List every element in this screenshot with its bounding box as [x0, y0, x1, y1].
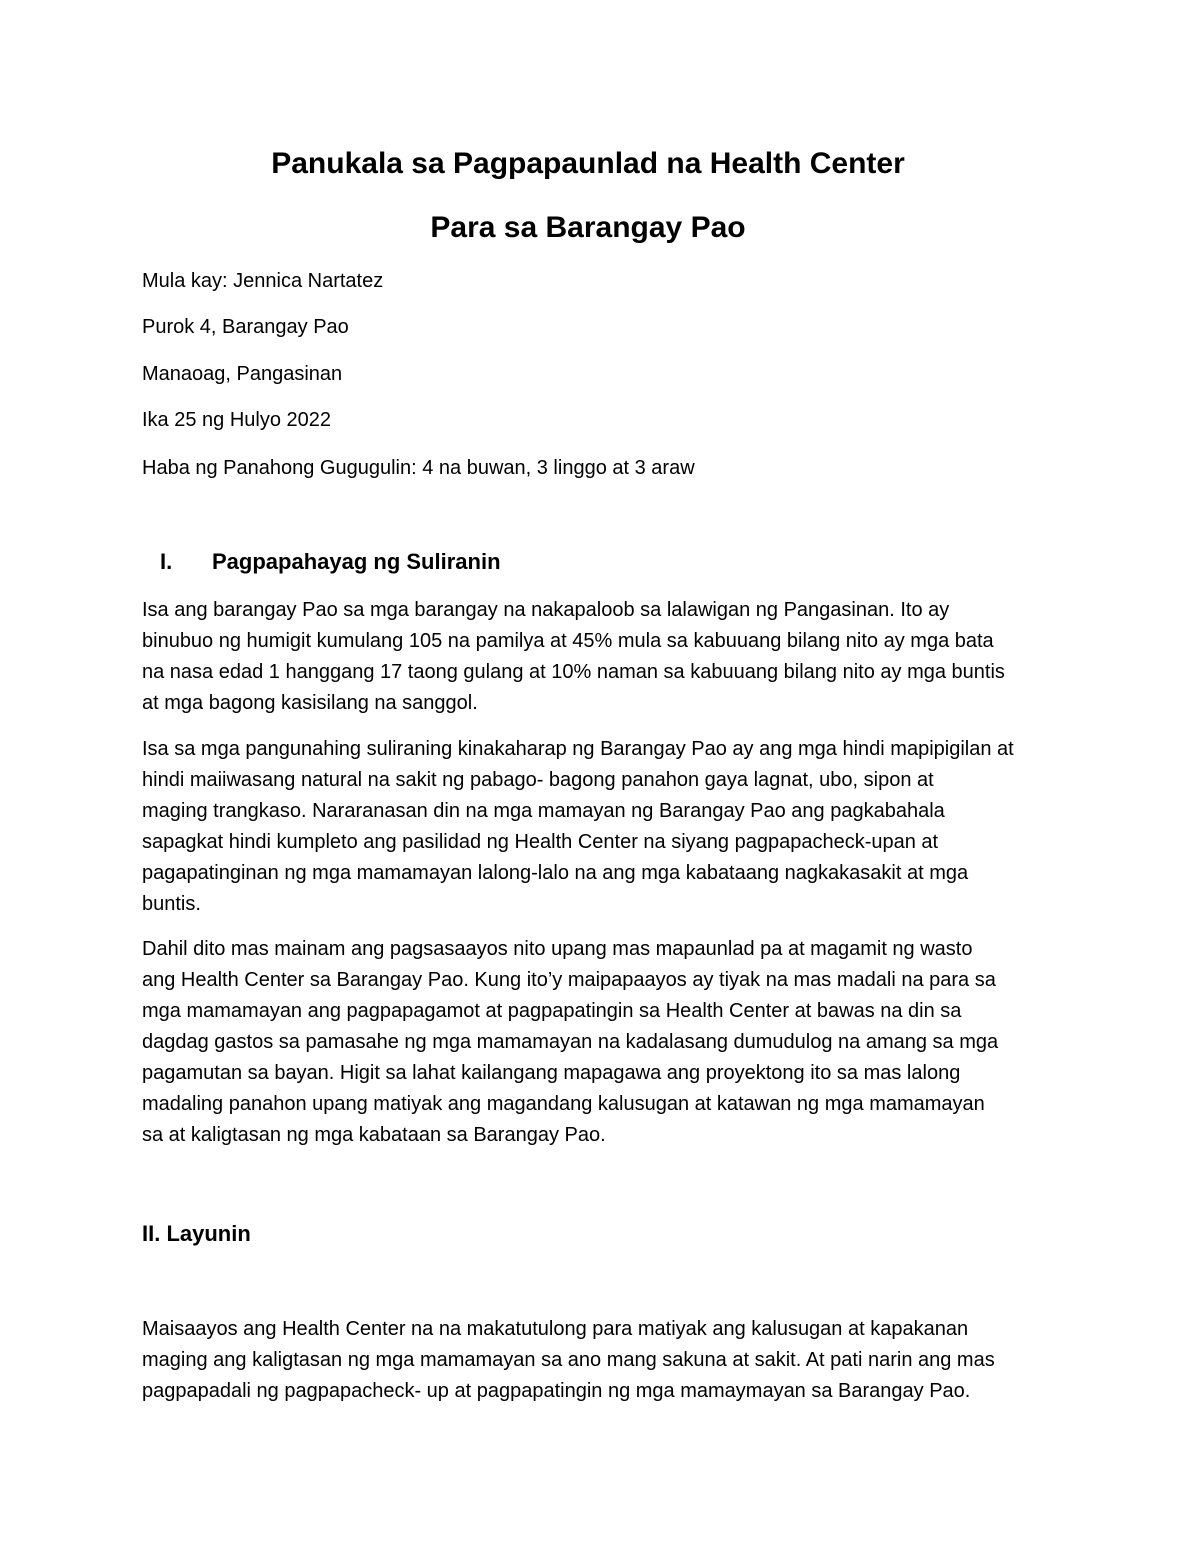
text-line: Isa ang barangay Pao sa mga barangay na nakapaloob sa lalawigan ng Pangasinan. Ito ay: [142, 599, 950, 621]
text-line: binubuo ng humigit kumulang 105 na pamilya at 45% mula sa kabuuang bilang nito ay mga bata: [142, 630, 994, 652]
text-line: Maisaayos ang Health Center na na makatutulong para matiyak ang kalusugan at kapakanan: [142, 1318, 969, 1340]
document-subtitle: Para sa Barangay Pao: [430, 211, 746, 244]
text-line: sa at kaligtasan ng mga kabataan sa Barangay Pao.: [142, 1124, 606, 1146]
section-1-number: I.: [160, 549, 173, 574]
text-line: dagdag gastos sa pamasahe ng mga mamamayan na kadalasang dumudulog na amang sa mga: [142, 1031, 999, 1053]
text-line: Isa sa mga pangunahing suliraning kinakaharap ng Barangay Pao ay ang mga hindi mapipigilan at: [142, 738, 1014, 760]
text-line: Dahil dito mas mainam ang pagsasaayos nito upang mas mapaunlad pa at magamit ng wasto: [142, 938, 973, 960]
meta-address: Purok 4, Barangay Pao: [142, 316, 349, 338]
text-line: sapagkat hindi kumpleto ang pasilidad ng Health Center na siyang pagpapacheck-upan at: [142, 831, 939, 853]
section-1-paragraph-2: [142, 734, 1072, 920]
section-1-heading: [142, 548, 501, 576]
document-title: Panukala sa Pagpapaunlad na Health Center: [271, 147, 905, 180]
section-1-title: Pagpapahayag ng Suliranin: [212, 549, 501, 574]
meta-author: Mula kay: Jennica Nartatez: [142, 270, 384, 292]
section-1-paragraph-1: [142, 595, 1072, 719]
text-line: at mga bagong kasisilang na sanggol.: [142, 692, 478, 714]
meta-date: Ika 25 ng Hulyo 2022: [142, 409, 332, 431]
text-line: pagpapadali ng pagpapacheck- up at pagpapatingin ng mga mamaymayan sa Barangay Pao.: [142, 1380, 971, 1402]
text-line: ang Health Center sa Barangay Pao. Kung ito’y maipapaayos ay tiyak na mas madali na para sa: [142, 969, 996, 991]
text-line: madaling panahon upang matiyak ang magandang kalusugan at katawan ng mga mamamayan: [142, 1093, 985, 1115]
section-1-paragraph-3: [142, 934, 1072, 1151]
text-line: maging trangkaso. Nararanasan din na mga mamayan ng Barangay Pao ang pagkabahala: [142, 800, 945, 822]
text-line: na nasa edad 1 hanggang 17 taong gulang at 10% naman sa kabuuang bilang nito ay mga buntis: [142, 661, 1005, 683]
section-2-paragraph: [142, 1314, 1072, 1407]
text-line: pagamutan sa bayan. Higit sa lahat kailangang mapagawa ang proyektong ito sa mas lalong: [142, 1062, 961, 1084]
text-line: maging ang kaligtasan ng mga mamamayan sa ano mang sakuna at sakit. At pati narin ang mas: [142, 1349, 995, 1371]
text-line: mga mamamayan ang pagpapagamot at pagpapatingin sa Health Center at bawas na din sa: [142, 1000, 962, 1022]
text-line: hindi maiiwasang natural na sakit ng pabago- bagong panahon gaya lagnat, ubo, sipon at: [142, 769, 934, 791]
meta-duration: Haba ng Panahong Gugugulin: 4 na buwan, 3 linggo at 3 araw: [142, 457, 695, 479]
text-line: pagapatinginan ng mga mamamayan lalong-lalo na ang mga kabataang nagkakasakit at mga: [142, 862, 969, 884]
text-line: buntis.: [142, 893, 201, 915]
meta-location: Manaoag, Pangasinan: [142, 363, 343, 385]
section-2-heading: II. Layunin: [142, 1221, 251, 1246]
